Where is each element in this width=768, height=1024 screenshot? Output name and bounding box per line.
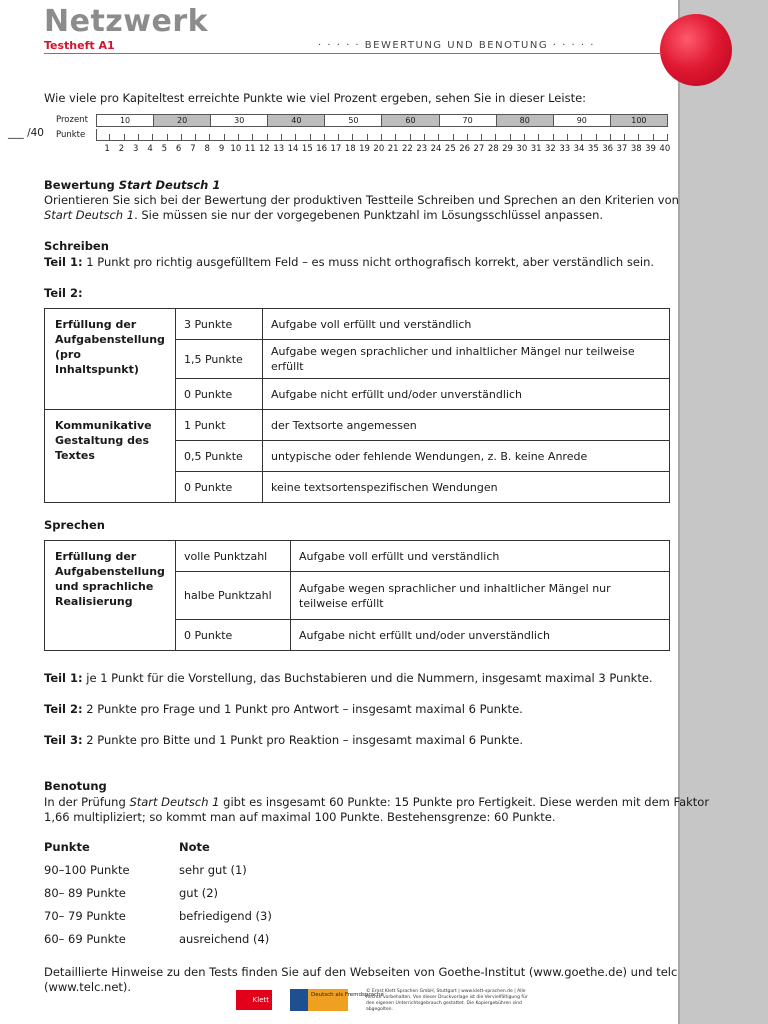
point-number: 14 (287, 144, 299, 154)
intro-text: Wie viele pro Kapiteltest erreichte Punkte wie viel Prozent ergeben, sehen Sie in dieser Leiste: (44, 91, 587, 105)
point-tick (338, 134, 339, 141)
point-tick (481, 134, 482, 141)
schreiben-teil1: Teil 1: 1 Punkt pro richtig ausgefülltem Feld – es muss nicht orthografisch korrekt, aber verständlich sein. (44, 255, 655, 269)
point-tick (195, 134, 196, 141)
right-margin-bar (678, 0, 768, 1024)
description-cell: keine textsortenspezifischen Wendungen (263, 472, 670, 503)
percent-cell: 10 (97, 115, 154, 126)
score-field: ___ /40 (8, 127, 44, 139)
point-tick (395, 134, 396, 141)
percent-cell: 60 (382, 115, 439, 126)
bewertung-line2: Start Deutsch 1. Sie müssen sie nur der vorgegebenen Punktzahl im Lösungsschlüssel anpassen. (44, 208, 604, 222)
percent-cell: 30 (211, 115, 268, 126)
point-tick (567, 134, 568, 141)
point-number: 33 (559, 144, 571, 154)
benotung-line1: In der Prüfung Start Deutsch 1 gibt es insgesamt 60 Punkte: 15 Punkte pro Fertigkeit. Diese werden mit dem Faktor (44, 795, 710, 809)
point-tick (124, 134, 125, 141)
section-header: · · · · · BEWERTUNG UND BENOTUNG · · · · · (318, 40, 595, 51)
point-number: 31 (530, 144, 542, 154)
point-tick (610, 134, 611, 141)
point-tick (352, 134, 353, 141)
point-tick (510, 134, 511, 141)
point-tick (424, 134, 425, 141)
point-tick (181, 134, 182, 141)
point-tick (324, 134, 325, 141)
sprechen-criteria-table (44, 540, 670, 651)
percent-cell: 50 (325, 115, 382, 126)
points-cell: volle Punktzahl (176, 541, 291, 572)
point-number: 6 (175, 144, 182, 154)
description-cell: Aufgabe voll erfüllt und verständlich (291, 541, 670, 572)
criterion-cell: Erfüllung der Aufgabenstellung und sprachliche Realisierung (45, 541, 176, 651)
point-tick (167, 134, 168, 141)
benotung-line2: 1,66 multipliziert; so kommt man auf maximal 100 Punkte. Bestehensgrenze: 60 Punkte. (44, 810, 556, 824)
point-number: 24 (430, 144, 442, 154)
point-number: 15 (301, 144, 313, 154)
points-cell: 0 Punkte (176, 620, 291, 651)
brand-title: Netzwerk (44, 4, 209, 39)
point-number: 17 (330, 144, 342, 154)
klett-logo: Klett (236, 990, 272, 1010)
point-number: 35 (587, 144, 599, 154)
daf-logo-text: Deutsch als Fremdsprache (311, 992, 384, 998)
point-tick (310, 134, 311, 141)
red-circle-decoration (660, 14, 732, 86)
point-number: 2 (118, 144, 125, 154)
point-number: 29 (502, 144, 513, 154)
point-number: 4 (147, 144, 153, 154)
point-number: 22 (402, 144, 413, 154)
point-number: 18 (344, 144, 356, 154)
points-scale-line (96, 129, 668, 141)
description-cell: Aufgabe nicht erfüllt und/oder unverständlich (291, 620, 670, 651)
point-tick (495, 134, 496, 141)
point-number: 40 (659, 144, 671, 154)
point-number: 30 (516, 144, 528, 154)
grades-table (44, 840, 272, 955)
percent-cell: 90 (554, 115, 611, 126)
point-tick (252, 134, 253, 141)
point-number: 1 (104, 144, 110, 154)
point-tick (209, 134, 210, 141)
percent-label: Prozent (56, 115, 88, 125)
point-tick (267, 134, 268, 141)
point-number: 37 (616, 144, 628, 154)
copyright-notice: © Ernst Klett Sprachen GmbH, Stuttgart | www.klett-sprachen.de | Alle Rechte vorbehalten. Von dieser Druckvorlage ist die Vervielfältigung für den eigenen Unterrichtsgebrauch gestattet. Die Kopiergebühren sind abgegolten. (366, 989, 528, 1012)
point-tick (109, 134, 110, 141)
grade-range: 60– 69 Punkte (44, 932, 126, 946)
points-cell: 1,5 Punkte (176, 340, 263, 379)
point-number: 5 (161, 144, 168, 154)
point-tick (638, 134, 639, 141)
points-cell: 0,5 Punkte (176, 441, 263, 472)
percent-cell: 80 (497, 115, 554, 126)
percent-scale (96, 114, 668, 127)
grade-value: sehr gut (1) (179, 863, 247, 877)
point-number: 13 (273, 144, 285, 154)
points-cell: 3 Punkte (176, 309, 263, 340)
point-tick (581, 134, 582, 141)
criterion-cell: Kommunikative Gestaltung des Textes (45, 410, 176, 503)
grades-header-points: Punkte (44, 840, 90, 854)
point-number: 23 (416, 144, 428, 154)
bewertung-title: Bewertung Start Deutsch 1 (44, 178, 221, 192)
footer-hint-line1: Detaillierte Hinweise zu den Tests finden Sie auf den Webseiten von Goethe-Institut (www.goethe.de) und telc (44, 965, 678, 979)
point-tick (152, 134, 153, 141)
points-cell: halbe Punktzahl (176, 572, 291, 620)
point-number: 38 (630, 144, 642, 154)
schreiben-title: Schreiben (44, 239, 109, 253)
points-cell: 1 Punkt (176, 410, 263, 441)
point-number: 25 (444, 144, 456, 154)
point-number: 8 (204, 144, 210, 154)
points-label: Punkte (56, 130, 86, 140)
point-tick (367, 134, 368, 141)
point-number: 27 (473, 144, 485, 154)
benotung-title: Benotung (44, 779, 107, 793)
points-cell: 0 Punkte (176, 379, 263, 410)
point-number: 3 (133, 144, 139, 154)
point-number: 21 (387, 144, 399, 154)
point-number: 19 (359, 144, 370, 154)
description-cell: Aufgabe wegen sprachlicher und inhaltlicher Mängel nur teilweise erfüllt (291, 572, 670, 620)
point-number: 26 (459, 144, 471, 154)
point-number: 39 (645, 144, 656, 154)
point-number: 9 (218, 144, 225, 154)
point-number: 10 (230, 144, 242, 154)
description-cell: Aufgabe nicht erfüllt und/oder unverständlich (263, 379, 670, 410)
point-tick (653, 134, 654, 141)
point-tick (624, 134, 625, 141)
point-tick (453, 134, 454, 141)
point-tick (538, 134, 539, 141)
point-tick (224, 134, 225, 141)
daf-logo-mark (290, 989, 308, 1011)
schreiben-teil2-label: Teil 2: (44, 286, 83, 300)
description-cell: der Textsorte angemessen (263, 410, 670, 441)
point-tick (295, 134, 296, 141)
point-number: 32 (545, 144, 556, 154)
percent-cell: 70 (440, 115, 497, 126)
percent-cell: 40 (268, 115, 325, 126)
sprechen-teil3: Teil 3: 2 Punkte pro Bitte und 1 Punkt pro Reaktion – insgesamt maximal 6 Punkte. (44, 733, 523, 747)
schreiben-criteria-table (44, 308, 670, 503)
bewertung-line1: Orientieren Sie sich bei der Bewertung der produktiven Testteile Schreiben und Sprechen an den Kriterien von (44, 193, 679, 207)
percent-cell: 100 (611, 115, 667, 126)
grade-value: befriedigend (3) (179, 909, 272, 923)
brand-subtitle: Testheft A1 (44, 39, 115, 52)
point-tick (410, 134, 411, 141)
sprechen-teil1: Teil 1: je 1 Punkt für die Vorstellung, das Buchstabieren und die Nummern, insgesamt maximal 3 Punkte. (44, 671, 653, 685)
description-cell: Aufgabe voll erfüllt und verständlich (263, 309, 670, 340)
description-cell: Aufgabe wegen sprachlicher und inhaltlicher Mängel nur teilweise erfüllt (263, 340, 670, 379)
point-tick (553, 134, 554, 141)
point-tick (238, 134, 239, 141)
point-number: 11 (244, 144, 256, 154)
point-number: 36 (602, 144, 614, 154)
point-number: 20 (373, 144, 385, 154)
points-cell: 0 Punkte (176, 472, 263, 503)
point-number: 7 (190, 144, 196, 154)
grade-range: 80– 89 Punkte (44, 886, 126, 900)
footer-hint-line2: (www.telc.net). (44, 980, 132, 994)
grade-value: gut (2) (179, 886, 219, 900)
point-tick (281, 134, 282, 141)
grade-range: 70– 79 Punkte (44, 909, 126, 923)
point-number: 28 (487, 144, 499, 154)
description-cell: untypische oder fehlende Wendungen, z. B. keine Anrede (263, 441, 670, 472)
grade-value: ausreichend (4) (179, 932, 270, 946)
point-tick (667, 134, 668, 141)
header-divider (44, 53, 662, 54)
sprechen-teil2: Teil 2: 2 Punkte pro Frage und 1 Punkt pro Antwort – insgesamt maximal 6 Punkte. (44, 702, 523, 716)
sprechen-title: Sprechen (44, 518, 105, 532)
point-tick (524, 134, 525, 141)
grade-range: 90–100 Punkte (44, 863, 130, 877)
point-number: 12 (259, 144, 270, 154)
point-tick (596, 134, 597, 141)
point-tick (438, 134, 439, 141)
point-tick (467, 134, 468, 141)
point-number: 16 (316, 144, 328, 154)
grades-header-grade: Note (179, 840, 210, 854)
percent-cell: 20 (154, 115, 211, 126)
point-tick (381, 134, 382, 141)
point-tick (138, 134, 139, 141)
points-numbers (96, 144, 671, 156)
criterion-cell: Erfüllung der Aufgabenstellung (pro Inhaltspunkt) (45, 309, 176, 410)
point-number: 34 (573, 144, 585, 154)
